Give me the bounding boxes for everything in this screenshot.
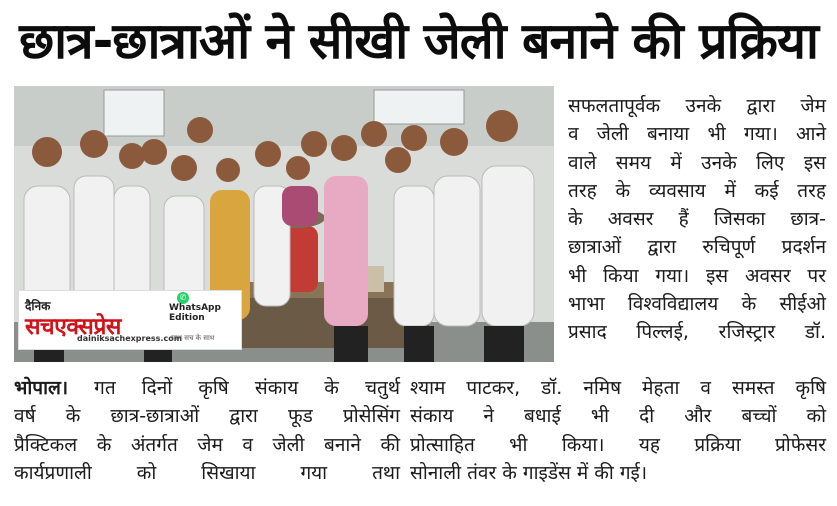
masthead-edition: WhatsApp Edition — [169, 303, 221, 323]
masthead-name: सचएक्सप्रेस — [25, 314, 121, 340]
article-column-right-top — [568, 92, 826, 347]
article-line: तरह के व्यवसाय में कई तरह — [568, 179, 826, 202]
article-line: के अवसर हैं जिसका छात्र- — [568, 208, 826, 231]
article-line: व जेली बनाया भी गया। आने — [568, 123, 826, 146]
article-line: भी किया गया। इस अवसर पर — [568, 264, 826, 287]
article-line: प्रसाद पिल्लई, रजिस्ट्रार डॉ. — [568, 321, 826, 344]
article-column-right-bottom — [410, 374, 826, 487]
article-line: सफलतापूर्वक उनके द्वारा जेम — [568, 95, 826, 117]
article-line: गत दिनों कृषि संकाय के चतुर्थ — [94, 377, 401, 399]
masthead-logo — [18, 290, 242, 350]
article-column-left-bottom — [14, 374, 400, 487]
article-line: वाले समय में उनके लिए इस — [568, 151, 826, 174]
whatsapp-icon: ✆ — [177, 292, 189, 304]
article-line: कार्यप्रणाली को सिखाया गया तथा — [14, 461, 400, 484]
article-line: सोनाली तंवर के गाइडेंस में की गई। — [410, 461, 648, 484]
masthead-tagline: साथ सच के साथ — [171, 334, 215, 342]
headline: छात्र-छात्राओं ने सीखी जेली बनाने की प्रक्रिया — [19, 12, 818, 70]
article-line: प्रैक्टिकल के अंतर्गत जेम व जेली बनाने की — [14, 433, 400, 456]
masthead-dainik: दैनिक — [25, 299, 51, 313]
article-line: छात्राओं द्वारा रुचिपूर्ण प्रदर्शन — [568, 236, 826, 259]
article-line: भाभा विश्वविद्यालय के सीईओ — [568, 293, 826, 316]
masthead-url: dainiksachexpress.com — [77, 334, 183, 343]
article-line: प्रोत्साहित भी किया। यह प्रक्रिया प्रोफेसर — [410, 433, 826, 456]
article-first-line — [14, 374, 400, 402]
dateline: भोपाल। — [14, 377, 69, 399]
article-line: श्याम पाटकर, डॉ. नमिष मेहता व समस्त कृषि — [410, 377, 826, 399]
article-line: संकाय ने बधाई भी दी और बच्चों को — [410, 405, 826, 428]
article-line: वर्ष के छात्र-छात्राओं द्वारा फूड प्रोसेसिंग — [14, 405, 400, 428]
